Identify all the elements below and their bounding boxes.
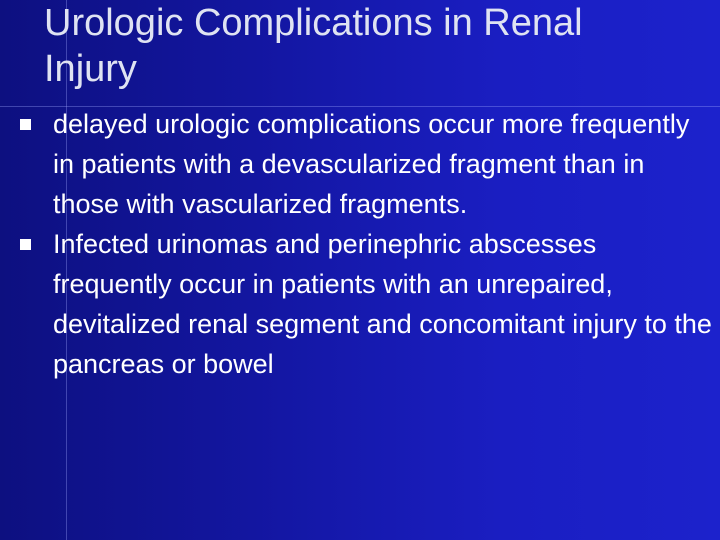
square-bullet-icon — [20, 239, 31, 250]
square-bullet-icon — [20, 119, 31, 130]
bullet-item — [0, 104, 720, 224]
bullet-list — [0, 104, 720, 384]
bullet-text: Infected urinomas and perinephric abscesses frequently occur in patients with an unrepaired, devitalized renal segment and concomitant injury to the pancreas or bowel — [53, 229, 712, 379]
bullet-item — [0, 224, 720, 384]
slide-title: Urologic Complications in Renal Injury — [44, 2, 583, 90]
bullet-text: delayed urologic complications occur more frequently in patients with a devascularized fragment than in those with vascularized fragments. — [53, 109, 690, 219]
